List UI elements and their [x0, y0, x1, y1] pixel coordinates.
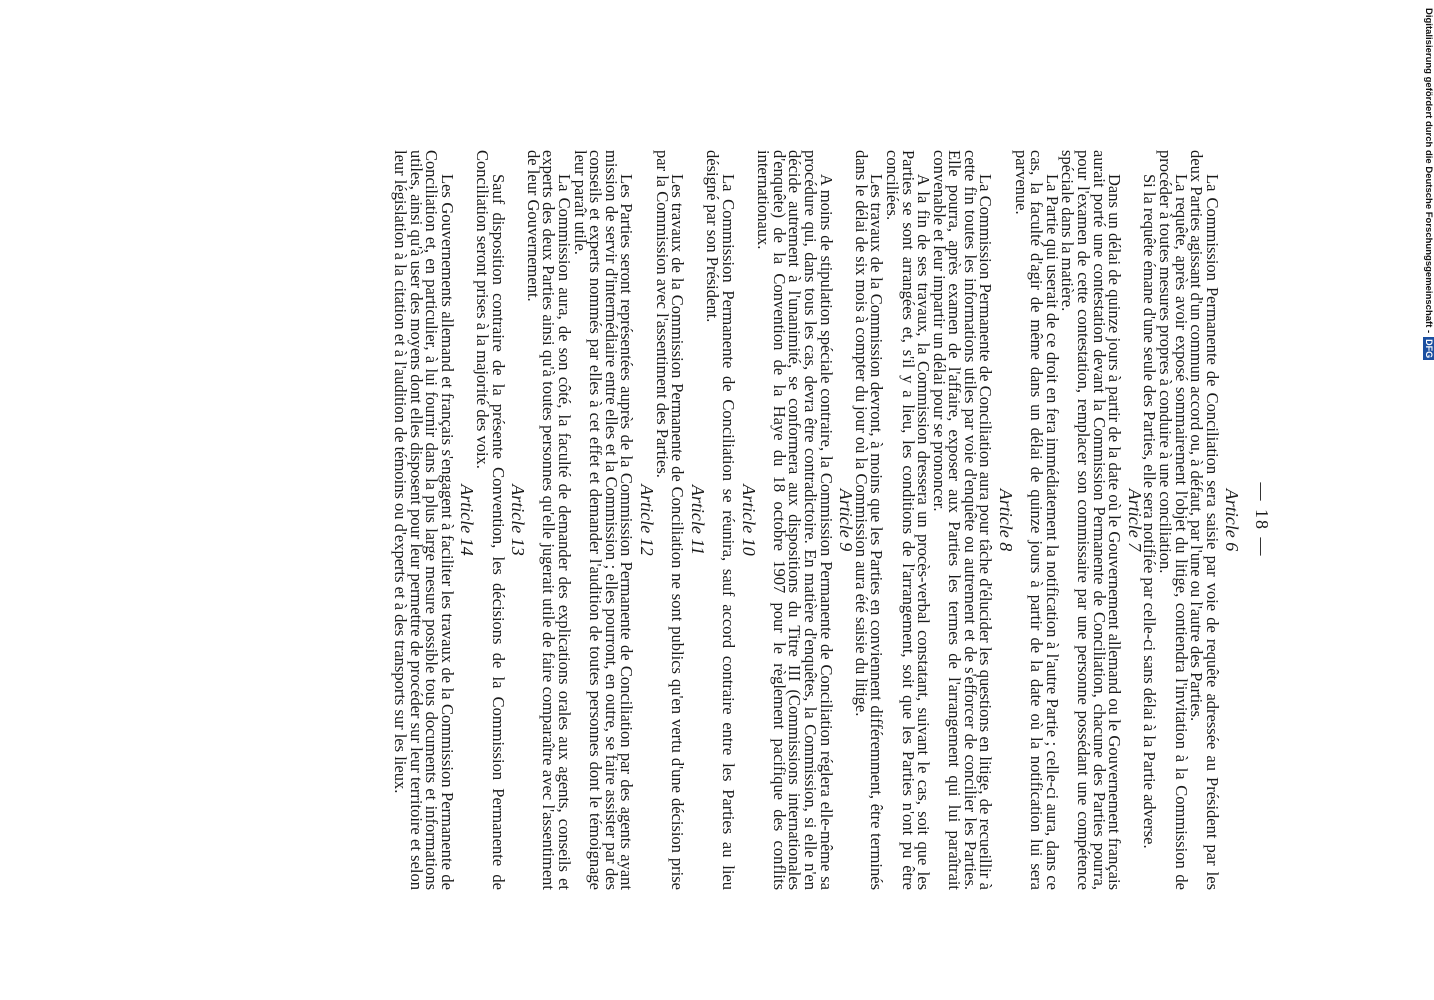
article-heading: Article 11 [687, 484, 708, 556]
article-13 [473, 150, 529, 890]
article-paragraph: La Commission aura, de son côté, la faculté de demander des explications orales aux agents, conseils et experts des deux Parties ainsi qu'à toutes personnes qu'elle jugerait utile de faire comparaître avec l'assentiment de leur Gouvernement. [523, 150, 575, 890]
article-paragraph: A la fin de ses travaux, la Commission dressera un procès-verbal constatant, suivant le cas, soit que les Parties se sont arrangées et, s'il y a lieu, les conditions de l'arrangement, soit que les Parties n'ont pu être conciliées. [882, 150, 934, 890]
article-heading: Article 13 [508, 484, 529, 556]
article-12 [523, 150, 658, 890]
article-heading: Article 8 [996, 488, 1017, 552]
article-7 [1011, 150, 1145, 890]
document-body [391, 150, 1272, 890]
page-number: — 18 — [1252, 482, 1272, 558]
article-paragraph: Si la requête émane d'une seule des Parties, elle sera notifiée par celle-ci sans délai à la Partie adverse. [1140, 174, 1160, 849]
article-8 [851, 150, 1017, 890]
digitization-credit-text: Digitalisierung gefördert durch die Deutsche Forschungsgemeinschaft - [1423, 8, 1434, 334]
article-11 [652, 150, 708, 890]
article-paragraph: Dans un délai de quinze jours à partir de la date où le Gouvernement allemand ou le Gouvernement français aurait porté une contestation devant la Commission Permanente de Conciliation, chacune des Parties pourra, pour l'examen de cette contestation, remplacer son commissaire par une personne possédant une compétence spéciale dans la matière. [1058, 150, 1125, 890]
article-heading: Article 14 [457, 484, 478, 556]
article-paragraph: La Commission Permanente de Conciliation se réunira, sauf accord contraire entre les Parties au lieu désigné par son Président. [703, 150, 738, 890]
digitization-credit [1418, 8, 1434, 392]
article-9 [754, 150, 857, 890]
article-paragraph: La Commission Permanente de Conciliation sera saisie par voie de requête adressée au Président par les deux Parties agissant d'un commun accord ou, à défaut, par l'une ou l'autre des Parties. [1187, 150, 1222, 890]
article-14 [391, 150, 478, 890]
article-paragraph: Les Parties seront représentées auprès de la Commission Permanente de Conciliation par des agents ayant mission de servir d'intermédiaire entre elles et la Commission ; elles pourront, en outre, se faire assister par des conseils et experts nommés par elles à cet effet et demander l'audition de toutes personnes dont le témoignage leur paraît utile. [570, 150, 637, 890]
article-heading: Article 12 [637, 484, 658, 556]
article-heading: Article 9 [836, 488, 857, 552]
article-paragraph: Les travaux de la Commission devront, à moins que les Parties en conviennent différemment, être terminés dans le délai de six mois à compter du jour où la Commission aura été saisie du litige. [851, 150, 887, 890]
article-paragraph: A moins de stipulation spéciale contraire, la Commission Permanente de Conciliation réglera elle-même sa procédure qui, dans tous les cas, devra être contradictoire. En matière d'enquêtes, la Commission, si elle n'en décide autrement à l'unanimité, se conformera aux dispositions du Titre III (Commissions internationales d'enquête) de la Convention de la Haye du 18 octobre 1907 pour le règlement pacifique des conflits internationaux. [754, 150, 836, 890]
article-paragraph: La Partie qui userait de ce droit en fera immédiatement la notification à l'autre Partie ; celle-ci aura, dans ce cas, la faculté d'agir de même dans un délai de quinze jours à partir de la date où la notification lui sera parvenue. [1011, 150, 1062, 890]
article-10 [703, 150, 759, 890]
article-heading: Article 7 [1124, 488, 1145, 552]
article-heading: Article 6 [1222, 488, 1243, 552]
article-paragraph: La requête, après avoir exposé sommairement l'objet du litige, contiendra l'invitation à la Commission de procéder à toutes mesures propres à conduire à une conciliation. [1156, 150, 1191, 890]
article-paragraph: Les travaux de la Commission Permanente de Conciliation ne sont publics qu'en vertu d'une décision prise par la Commission avec l'assentiment des Parties. [652, 150, 688, 890]
article-6 [1140, 150, 1243, 890]
article-paragraph: Les Gouvernements allemand et français s'engagent à faciliter les travaux de la Commission Permanente de Conciliation et, en particulier, à lui fournir dans la plus large mesure possible tous documents et informations utiles, ainsi qu'à user des moyens dont elles disposent pour leur permettre de procéder sur leur territoire et selon leur législation à la citation et à l'audition de témoins ou d'experts et à des transports sur les lieux. [391, 150, 457, 890]
article-paragraph: La Commission Permanente de Conciliation aura pour tâche d'élucider les questions en litige, de recueillir à cette fin toutes les informations utiles par voie d'enquête ou autrement et de s'efforcer de concilier les Parties. Elle pourra, après examen de l'affaire, exposer aux Parties les termes de l'arrangement qui lui paraîtrait convenable et leur impartir un délai pour se prononcer. [929, 150, 996, 890]
article-paragraph: Sauf disposition contraire de la présente Convention, les décisions de la Commission Permanente de Conciliation seront prises à la majorité des voix. [473, 150, 508, 890]
dfg-logo: DFG [1424, 339, 1434, 359]
article-heading: Article 10 [738, 484, 759, 556]
